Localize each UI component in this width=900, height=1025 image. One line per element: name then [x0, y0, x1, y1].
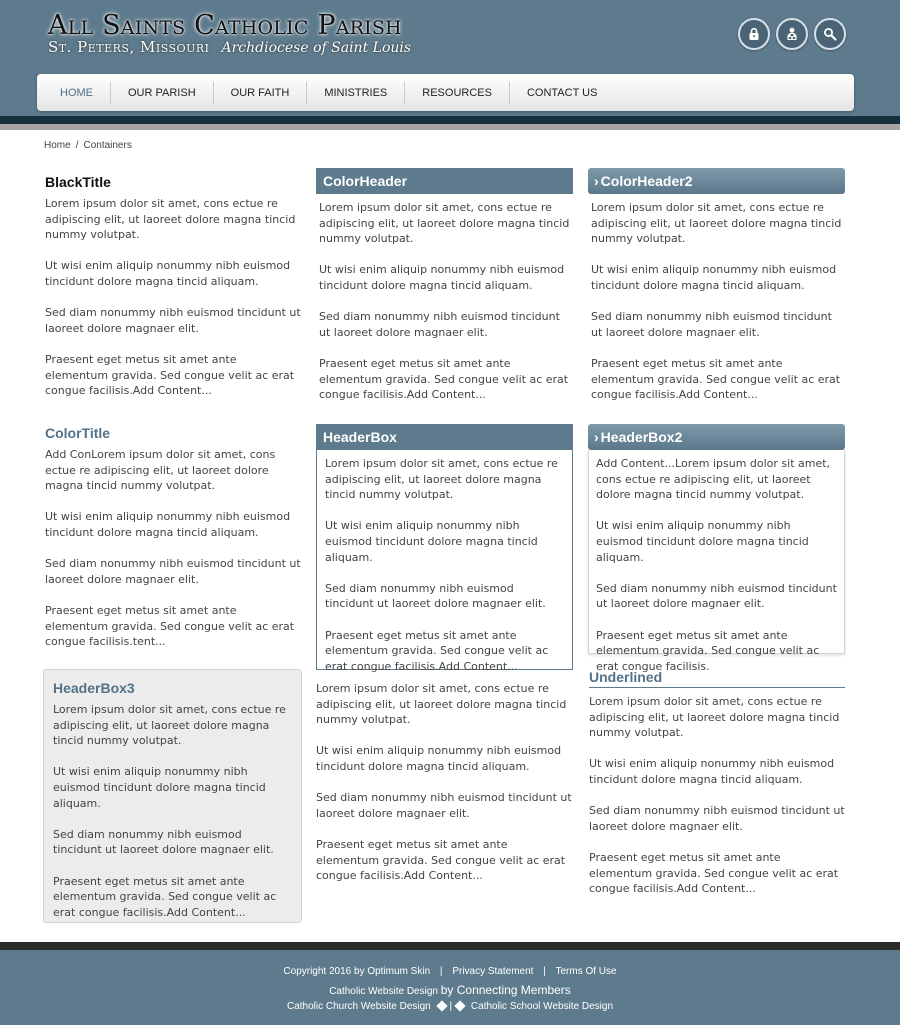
paragraph: Ut wisi enim aliquip nonummy nibh euismod tincidunt dolore magna tincid aliquam. — [325, 519, 538, 564]
paragraph: Praesent eget metus sit amet ante elementum gravida. Sed congue velit ac erat congue facilisis.Add Content... — [45, 352, 295, 398]
paragraph: Praesent eget metus sit amet ante elementum gravida. Sed congue velit ac erat congue facilisis.Add Content... — [589, 850, 839, 896]
colorheader2-title: ColorHeader2 — [600, 173, 693, 189]
paragraph: Ut wisi enim aliquip nonummy nibh euismod tincidunt dolore magna tincid aliquam. — [596, 519, 809, 564]
paragraph: Lorem ipsum dolor sit amet, cons ectue re adipiscing elit, ut laoreet dolore magna tincid nummy volutpat. — [591, 201, 842, 246]
underlined-container — [589, 669, 845, 897]
paragraph: Sed diam nonummy nibh euismod tincidunt ut laoreet dolore magnaer elit. — [596, 581, 837, 611]
paragraph: Add ConLorem ipsum dolor sit amet, cons ectue re adipiscing elit, ut laoreet dolore magna tincid nummy volutpat. — [45, 448, 276, 493]
footer-separator: | — [449, 1001, 453, 1012]
paragraph: Praesent eget metus sit amet ante elementum gravida. Sed congue velit ac erat congue facilisis.Add Content... — [316, 837, 566, 883]
logo-title: All Saints Catholic Parish — [48, 10, 402, 41]
header-stripe-dark — [0, 116, 900, 124]
login-button[interactable] — [738, 18, 770, 50]
paragraph: Ut wisi enim aliquip nonummy nibh euismod tincidunt dolore magna tincid aliquam. — [316, 744, 562, 773]
colorheader-container — [316, 168, 573, 403]
nav-home[interactable]: HOME — [43, 82, 111, 104]
paragraph: Sed diam nonummy nibh euismod tincidunt ut laoreet dolore magnaer elit. — [45, 557, 301, 586]
site-footer — [0, 950, 900, 1025]
logo-city: St. Peters, Missouri — [48, 38, 210, 56]
paragraph: Lorem ipsum dolor sit amet, cons ectue re adipiscing elit, ut laoreet dolore magna tincid nummy volutpat. — [53, 703, 286, 748]
chevron-right-icon: › — [594, 429, 599, 445]
plain-text-container — [316, 681, 574, 884]
paragraph: Sed diam nonummy nibh euismod tincidunt ut laoreet dolore magnaer elit. — [316, 791, 572, 820]
colorheader2-header — [588, 168, 845, 194]
paragraph: Sed diam nonummy nibh euismod tincidunt ut laoreet dolore magnaer elit. — [45, 306, 301, 335]
headerbox2-title: HeaderBox2 — [600, 429, 683, 445]
paragraph: Lorem ipsum dolor sit amet, cons ectue re adipiscing elit, ut laoreet dolore magna tincid nummy volutpat. — [589, 695, 840, 740]
site-logo[interactable] — [48, 12, 411, 56]
main-nav — [37, 74, 854, 111]
paragraph: Lorem ipsum dolor sit amet, cons ectue re adipiscing elit, ut laoreet dolore magna tincid nummy volutpat. — [319, 201, 570, 246]
headerbox2-container — [588, 424, 845, 673]
paragraph: Ut wisi enim aliquip nonummy nibh euismod tincidunt dolore magna tincid aliquam. — [319, 263, 565, 292]
underlined-title: Underlined — [589, 669, 845, 688]
members-button[interactable] — [776, 18, 808, 50]
logo-archdiocese: Archdiocese of Saint Louis — [221, 40, 412, 56]
breadcrumb-current: Containers — [83, 140, 132, 151]
paragraph: Lorem ipsum dolor sit amet, cons ectue re adipiscing elit, ut laoreet dolore magna tincid nummy volutpat. — [325, 457, 558, 502]
paragraph: Ut wisi enim aliquip nonummy nibh euismod tincidunt dolore magna tincid aliquam. — [45, 259, 291, 288]
color-title-container — [45, 425, 301, 650]
paragraph: Lorem ipsum dolor sit amet, cons ectue re adipiscing elit, ut laoreet dolore magna tincid nummy volutpat. — [316, 682, 567, 727]
black-title: BlackTitle — [45, 174, 111, 190]
paragraph: Praesent eget metus sit amet ante elementum gravida. Sed congue velit ac erat congue facilisis. — [596, 628, 820, 673]
breadcrumb-home[interactable]: Home — [44, 140, 71, 151]
headerbox3-container — [43, 669, 302, 923]
chevron-right-icon: › — [594, 173, 599, 189]
paragraph: Ut wisi enim aliquip nonummy nibh euismod tincidunt dolore magna tincid aliquam. — [591, 263, 837, 292]
breadcrumb-separator: / — [75, 140, 79, 151]
footer-design-link[interactable]: Catholic Website Design — [329, 986, 438, 997]
headerbox-title: HeaderBox — [316, 424, 573, 450]
search-button[interactable] — [814, 18, 846, 50]
nav-resources[interactable]: RESOURCES — [405, 82, 510, 104]
paragraph: Praesent eget metus sit amet ante elementum gravida. Sed congue velit ac erat congue facilisis.Add Content... — [591, 356, 841, 402]
footer-stripe — [0, 942, 900, 950]
colorheader2-container — [588, 168, 845, 403]
site-header — [0, 0, 900, 116]
paragraph: Lorem ipsum dolor sit amet, cons ectue re adipiscing elit, ut laoreet dolore magna tincid nummy volutpat. — [45, 197, 296, 242]
paragraph: Praesent eget metus sit amet ante elementum gravida. Sed congue velit ac erat congue facilisis.Add Content... — [319, 356, 569, 402]
footer-school-link[interactable]: Catholic School Website Design — [470, 1001, 614, 1012]
paragraph: Sed diam nonummy nibh euismod tincidunt ut laoreet dolore magnaer elit. — [319, 310, 560, 339]
diamond-icon — [436, 1001, 447, 1012]
paragraph: Add Content...Lorem ipsum dolor sit amet, cons ectue re adipiscing elit, ut laoreet dolore magna tincid nummy volutpat. — [596, 457, 831, 502]
lock-icon — [747, 27, 761, 41]
breadcrumb — [44, 140, 132, 151]
nav-ministries[interactable]: MINISTRIES — [307, 82, 405, 104]
footer-church-link[interactable]: Catholic Church Website Design — [286, 1001, 431, 1012]
paragraph: Ut wisi enim aliquip nonummy nibh euismod tincidunt dolore magna tincid aliquam. — [53, 765, 266, 810]
top-icon-group — [738, 18, 846, 50]
headerbox3-title: HeaderBox3 — [53, 680, 135, 696]
paragraph: Ut wisi enim aliquip nonummy nibh euismod tincidunt dolore magna tincid aliquam. — [45, 510, 291, 539]
headerbox2-header — [588, 424, 845, 450]
black-title-container — [45, 174, 301, 399]
paragraph: Sed diam nonummy nibh euismod tincidunt ut laoreet dolore magnaer elit. — [591, 310, 832, 339]
paragraph: Sed diam nonummy nibh euismod tincidunt ut laoreet dolore magnaer elit. — [53, 827, 274, 857]
search-icon — [823, 27, 837, 41]
nav-contact-us[interactable]: CONTACT US — [526, 86, 598, 99]
users-icon — [784, 27, 800, 41]
footer-separator: | — [439, 966, 443, 977]
paragraph: Praesent eget metus sit amet ante elementum gravida. Sed congue velit ac erat congue facilisis.Add Content... — [325, 628, 549, 673]
paragraph: Praesent eget metus sit amet ante elementum gravida. Sed congue velit ac erat congue facilisis.tent... — [45, 603, 295, 649]
paragraph: Sed diam nonummy nibh euismod tincidunt ut laoreet dolore magnaer elit. — [325, 581, 546, 611]
footer-design-by[interactable]: by Connecting Members — [440, 983, 571, 997]
nav-our-parish[interactable]: OUR PARISH — [111, 82, 214, 104]
footer-terms-link[interactable]: Terms Of Use — [555, 966, 617, 977]
nav-our-faith[interactable]: OUR FAITH — [214, 82, 308, 104]
paragraph: Praesent eget metus sit amet ante elementum gravida. Sed congue velit ac erat congue facilisis.Add Content... — [53, 874, 277, 919]
paragraph: Ut wisi enim aliquip nonummy nibh euismod tincidunt dolore magna tincid aliquam. — [589, 757, 835, 786]
diamond-icon — [454, 1001, 465, 1012]
colorheader-title: ColorHeader — [316, 168, 573, 194]
paragraph: Sed diam nonummy nibh euismod tincidunt ut laoreet dolore magnaer elit. — [589, 804, 845, 833]
headerbox-container — [316, 424, 573, 673]
color-title: ColorTitle — [45, 425, 111, 441]
footer-privacy-link[interactable]: Privacy Statement — [452, 966, 534, 977]
footer-copyright[interactable]: Copyright 2016 by Optimum Skin — [283, 966, 431, 977]
footer-separator: | — [543, 966, 546, 977]
header-stripe-light — [0, 124, 900, 130]
